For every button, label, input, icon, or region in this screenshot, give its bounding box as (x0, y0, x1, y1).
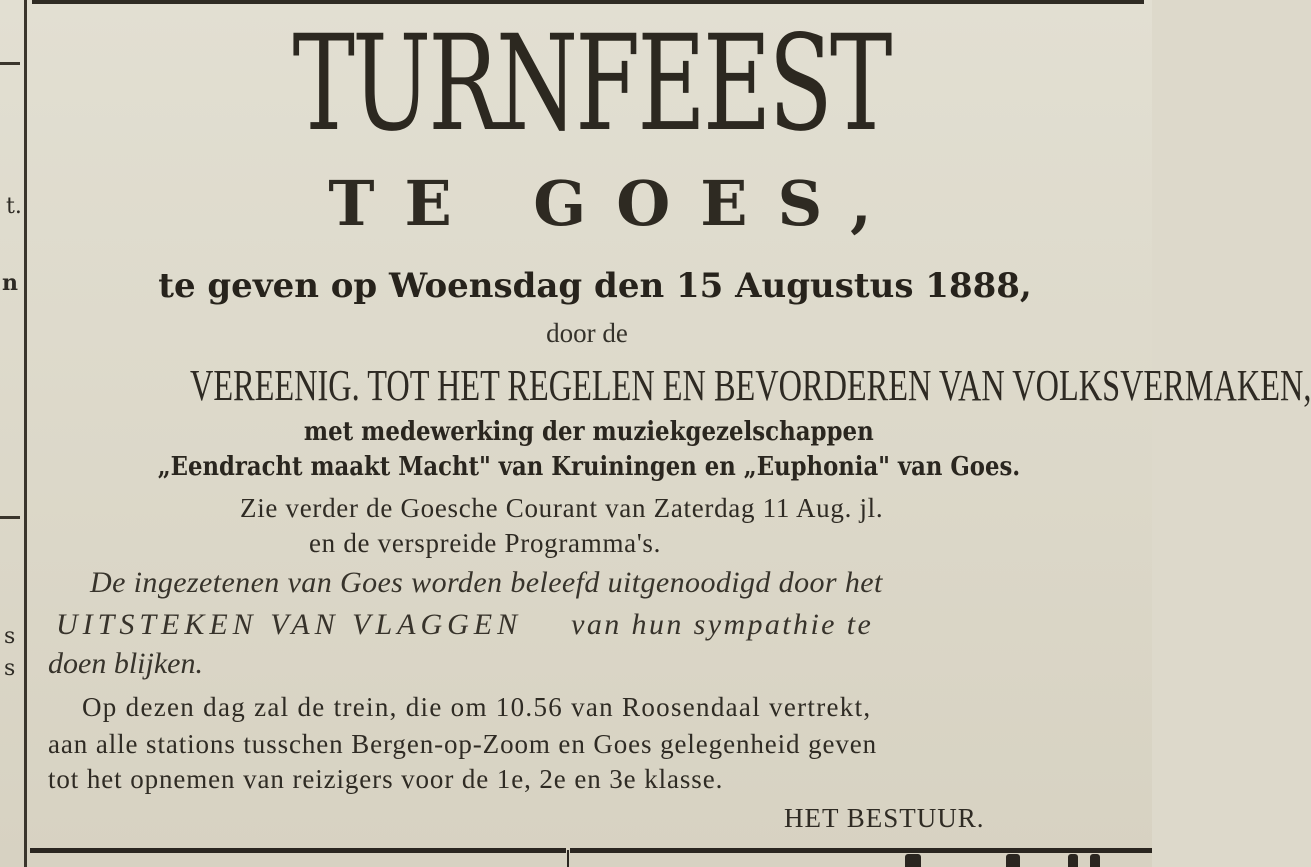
invitation-line-2-rest: van hun sympathie te (571, 608, 874, 641)
headline-title: TURNFEEST (292, 7, 890, 161)
cooperation-line: met medewerking der muziekgezelschappen (303, 417, 874, 447)
flags-caps-text: UITSTEKEN VAN VLAGGEN (56, 608, 523, 641)
left-column-fragment: n (2, 270, 18, 296)
left-column-fragment: t. (6, 194, 22, 219)
column-divider-rule (24, 0, 27, 867)
bands-line: „Eendracht maakt Macht" van Kruiningen en „Euphonia" van Goes. (157, 452, 1021, 482)
invitation-line-2 (56, 607, 1106, 643)
train-notice-line-1: Op dezen dag zal de trein, die om 10.56 van Roosendaal vertrekt, (82, 692, 872, 722)
next-article-fragment (1006, 854, 1020, 867)
top-border-rule (32, 0, 1144, 4)
left-column-rule-mark (0, 516, 20, 519)
invitation-line-1: De ingezetenen van Goes worden beleefd uitgenoodigd door het (90, 566, 883, 599)
bottom-column-divider (567, 850, 569, 867)
train-notice-line-3: tot het opnemen van reizigers voor de 1e, 2e en 3e klasse. (48, 764, 724, 794)
headline-location: TE GOES, (328, 167, 902, 240)
bottom-border-rule-right (570, 848, 1152, 853)
train-notice-line-2: aan alle stations tusschen Bergen-op-Zoom en Goes gelegenheid geven (48, 729, 878, 759)
left-column-rule-mark (0, 62, 20, 65)
invitation-line-3: doen blijken. (48, 647, 203, 680)
next-article-fragment (1090, 854, 1100, 867)
bottom-border-rule-left (30, 848, 566, 853)
reference-line-1: Zie verder de Goesche Courant van Zaterdag 11 Aug. jl. (240, 493, 884, 523)
left-column-fragment: s (4, 624, 16, 649)
next-article-fragment (905, 854, 921, 867)
next-article-fragment (1068, 854, 1078, 867)
left-column-fragment: s (4, 656, 16, 681)
reference-line-2: en de verspreide Programma's. (309, 528, 662, 558)
event-date-line: te geven op Woensdag den 15 Augustus 1888, (158, 266, 1032, 306)
by-line: door de (546, 318, 628, 348)
signature: HET BESTUUR. (784, 803, 985, 833)
organization-name: VEREENIG. TOT HET REGELEN EN BEVORDEREN VAN VOLKSVERMAKEN, (189, 361, 1311, 410)
